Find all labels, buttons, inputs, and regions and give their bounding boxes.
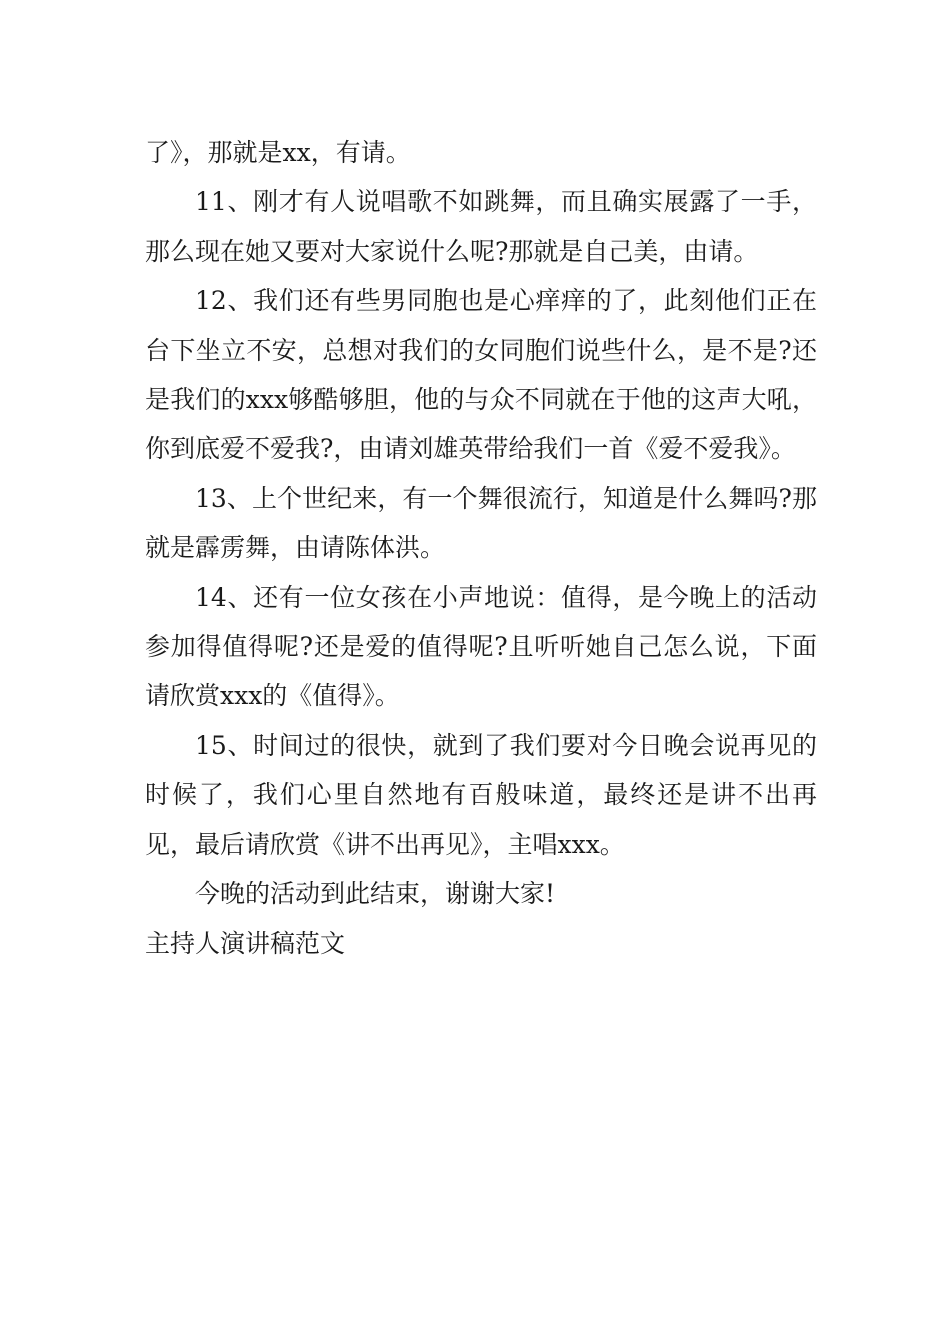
- document-body: [145, 128, 817, 968]
- closing-paragraph: 今晚的活动到此结束，谢谢大家!: [195, 879, 556, 909]
- paragraph-item-13: 13、上个世纪来，有一个舞很流行，知道是什么舞吗?那就是霹雳舞，由请陈体洪。: [145, 483, 817, 563]
- paragraph-item-14: 14、还有一位女孩在小声地说：值得，是今晚上的活动参加得值得呢?还是爱的值得呢?且听听她自己怎么说，下面请欣赏xxx的《值得》。: [145, 582, 817, 711]
- paragraph-continuation: 了》，那就是xx，有请。: [145, 138, 411, 167]
- paragraph-item-15: 15、时间过的很快，就到了我们要对今日晚会说再见的时候了，我们心里自然地有百般味道，最终还是讲不出再见，最后请欣赏《讲不出再见》，主唱xxx。: [145, 730, 817, 859]
- next-section-title: 主持人演讲稿范文: [145, 928, 346, 958]
- paragraph-item-12: 12、我们还有些男同胞也是心痒痒的了，此刻他们正在台下坐立不安，总想对我们的女同胞们说些什么，是不是?还是我们的xxx够酷够胆，他的与众不同就在于他的这声大吼，你到底爱不爱我?，由请刘雄英带给我们一首《爱不爱我》。: [145, 286, 817, 464]
- paragraph-item-11: 11、刚才有人说唱歌不如跳舞，而且确实展露了一手，那么现在她又要对大家说什么呢?那就是自己美，由请。: [145, 187, 817, 266]
